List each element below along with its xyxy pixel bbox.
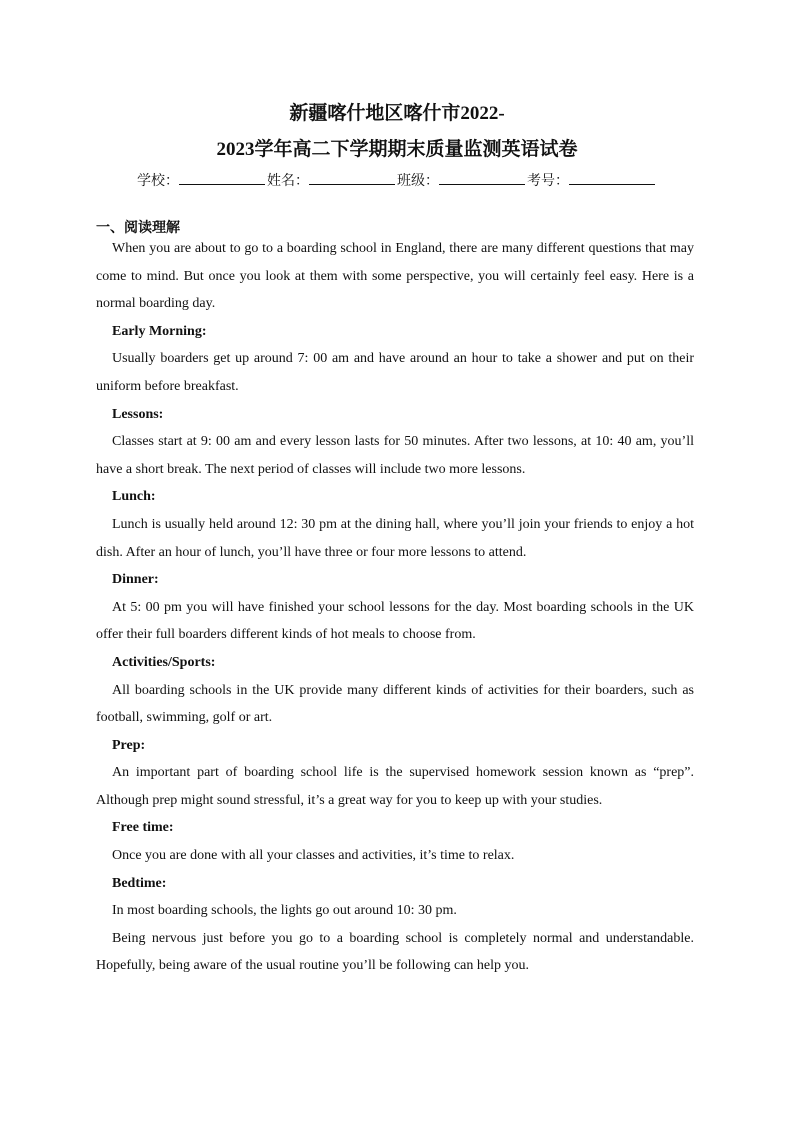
subheading-activities: Activities/Sports: xyxy=(112,654,216,670)
class-label: 班级： xyxy=(397,173,439,189)
school-blank[interactable] xyxy=(179,170,265,185)
paragraph-early-morning: Usually boarders get up around 7: 00 am and have around an hour to take a shower and put on their uniform before breakfast. xyxy=(96,351,694,394)
paragraph-dinner: At 5: 00 pm you will have finished your school lessons for the day. Most boarding schools in the UK offer their full boarders different kinds of hot meals to choose from. xyxy=(96,599,694,643)
section-heading: 一、阅读理解 xyxy=(96,220,180,236)
paragraph-bedtime: In most boarding schools, the lights go out around 10: 30 pm. xyxy=(112,903,457,919)
subheading-prep: Prep: xyxy=(112,737,146,753)
exam-title-line1: 新疆喀什地区喀什市2022- xyxy=(289,103,505,124)
paragraph-free-time: Once you are done with all your classes and activities, it’s time to relax. xyxy=(112,848,515,864)
paragraph-prep: An important part of boarding school life is the supervised homework session known as “prep”. Although prep might sound stressful, it’s a great way for you to keep up with your studies. xyxy=(96,765,694,808)
exam-number-blank[interactable] xyxy=(569,170,655,185)
class-blank[interactable] xyxy=(439,170,525,185)
paragraph-lessons: Classes start at 9: 00 am and every lesson lasts for 50 minutes. After two lessons, at 10: 40 am, you’ll have a short break. The next period of classes will include two more lessons. xyxy=(96,434,694,477)
subheading-free-time: Free time: xyxy=(112,820,174,836)
reading-passage xyxy=(96,235,694,980)
paragraph-lunch: Lunch is usually held around 12: 30 pm at the dining hall, where you’ll join your friends to enjoy a hot dish. After an hour of lunch, you’ll have three or four more lessons to attend. xyxy=(96,516,694,560)
name-label: 姓名： xyxy=(267,173,309,189)
subheading-lessons: Lessons: xyxy=(112,406,164,422)
school-label: 学校： xyxy=(137,173,179,189)
student-info-fields xyxy=(0,170,794,191)
subheading-bedtime: Bedtime: xyxy=(112,875,167,891)
exam-number-label: 考号： xyxy=(527,173,569,189)
name-blank[interactable] xyxy=(309,170,395,185)
subheading-early-morning: Early Morning: xyxy=(112,323,207,339)
paragraph-activities: All boarding schools in the UK provide many different kinds of activities for their boarders, such as football, swimming, golf or art. xyxy=(96,682,694,726)
passage-intro: When you are about to go to a boarding school in England, there are many different questions that may come to mind. But once you look at them with some perspective, you will certainly feel easy. Here is a normal boarding day. xyxy=(96,241,694,312)
passage-closing: Being nervous just before you go to a boarding school is completely normal and understandable. Hopefully, being aware of the usual routine you’ll be following can help you. xyxy=(96,930,694,974)
subheading-dinner: Dinner: xyxy=(112,572,159,588)
subheading-lunch: Lunch: xyxy=(112,489,156,505)
exam-title-line2: 2023学年高二下学期期末质量监测英语试卷 xyxy=(216,139,578,160)
